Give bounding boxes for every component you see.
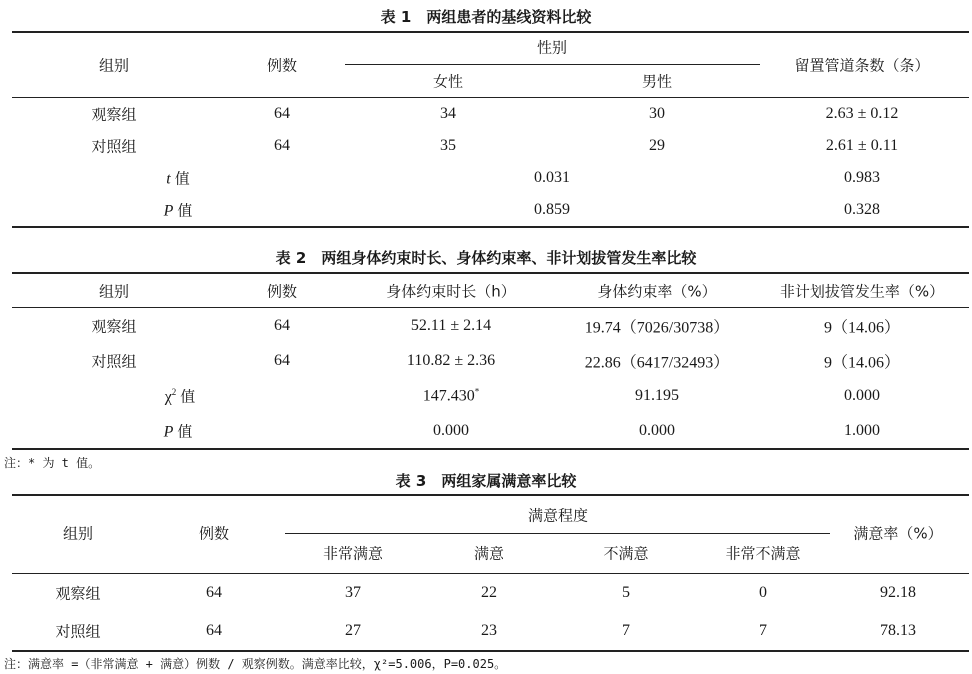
table1-sex-rule — [345, 64, 760, 65]
row-duration: 110.82 ± 2.36 — [406, 352, 496, 369]
table2-header-extubation: 非计划拔管发生率（%） — [779, 282, 945, 301]
row-female: 35 — [440, 137, 456, 154]
row-rate: 22.86（6417/32493） — [584, 354, 730, 372]
table1-header-group: 组别 — [98, 56, 130, 75]
t-row-label — [166, 168, 189, 189]
p-row-sex: 0.859 — [534, 201, 570, 218]
value-label: 值 — [180, 387, 196, 406]
chi-row-label — [165, 386, 196, 407]
table1-top-rule — [12, 31, 969, 33]
p-row-tubes: 0.328 — [844, 201, 880, 218]
table3-header-group: 组别 — [62, 524, 94, 543]
table3-top-rule — [12, 494, 969, 496]
row-group: 观察组 — [91, 317, 137, 336]
p-symbol: P — [163, 202, 174, 220]
table2-header-rate: 身体约束率（%） — [597, 282, 717, 301]
chi-symbol: χ — [164, 388, 172, 406]
table3-header-very: 非常满意 — [322, 544, 384, 563]
table1-header-n: 例数 — [266, 56, 298, 75]
table3-bottom-rule — [12, 650, 969, 652]
value-label: 值 — [174, 169, 190, 188]
asterisk-mark: * — [474, 386, 480, 397]
table2-header-n: 例数 — [266, 282, 298, 301]
chi-row-rate: 91.195 — [635, 387, 679, 404]
row-tubes: 2.61 ± 0.11 — [825, 137, 899, 154]
p-row-label — [164, 200, 193, 221]
t-row-sex: 0.031 — [534, 169, 570, 186]
table2-caption: 表 2 两组身体约束时长、身体约束率、非计划拔管发生率比较 — [275, 249, 697, 267]
table2-note: 注：* 为 t 值。 — [4, 456, 101, 470]
table3-header-satisfaction: 满意程度 — [527, 506, 589, 525]
table3-header-rate: 满意率（%） — [853, 524, 943, 543]
row-n: 64 — [274, 317, 290, 334]
chi-row-duration — [423, 386, 480, 405]
table1-caption: 表 1 两组患者的基线资料比较 — [380, 8, 592, 26]
table3-header-sat: 满意 — [473, 544, 505, 563]
row-sat: 22 — [481, 584, 497, 601]
table3-header-n: 例数 — [198, 524, 230, 543]
row-n: 64 — [274, 352, 290, 369]
table2-header-rule — [12, 307, 969, 308]
row-n: 64 — [206, 622, 222, 639]
chi-row-extubation: 0.000 — [844, 387, 880, 404]
row-very: 27 — [345, 622, 361, 639]
table2-top-rule — [12, 272, 969, 274]
row-n: 64 — [206, 584, 222, 601]
row-very-unsat: 7 — [759, 622, 767, 639]
chi-superscript: 2 — [171, 387, 177, 398]
p-row-extubation: 1.000 — [844, 422, 880, 439]
row-n: 64 — [274, 137, 290, 154]
row-rate: 92.18 — [880, 584, 916, 601]
row-group: 观察组 — [55, 584, 101, 603]
row-sat: 23 — [481, 622, 497, 639]
table1-header-sex: 性别 — [536, 38, 568, 57]
row-male: 30 — [649, 105, 665, 122]
p-row-duration: 0.000 — [433, 422, 469, 439]
p-row-rate: 0.000 — [639, 422, 675, 439]
row-rate: 78.13 — [880, 622, 916, 639]
table3-header-very-unsat: 非常不满意 — [725, 544, 801, 563]
table3-caption: 表 3 两组家属满意率比较 — [395, 472, 577, 490]
table1-bottom-rule — [12, 226, 969, 228]
table2-bottom-rule — [12, 448, 969, 450]
row-male: 29 — [649, 137, 665, 154]
chi-duration-value: 147.430 — [422, 387, 475, 405]
row-very-unsat: 0 — [759, 584, 767, 601]
table3-header-unsat: 不满意 — [603, 544, 649, 563]
value-label: 值 — [177, 201, 193, 220]
t-symbol: t — [166, 170, 171, 188]
row-unsat: 5 — [622, 584, 630, 601]
table2-header-duration: 身体约束时长（h） — [386, 282, 516, 301]
p-symbol: P — [163, 423, 174, 441]
row-unsat: 7 — [622, 622, 630, 639]
table1-header-tubes: 留置管道条数（条） — [794, 56, 930, 75]
row-extubation: 9（14.06） — [823, 354, 901, 372]
row-group: 对照组 — [91, 137, 137, 156]
row-rate: 19.74（7026/30738） — [584, 319, 730, 337]
row-tubes: 2.63 ± 0.12 — [825, 105, 899, 122]
row-duration: 52.11 ± 2.14 — [410, 317, 492, 334]
row-group: 对照组 — [55, 622, 101, 641]
p-row-label — [164, 421, 193, 442]
row-group: 观察组 — [91, 105, 137, 124]
row-n: 64 — [274, 105, 290, 122]
row-extubation: 9（14.06） — [823, 319, 901, 337]
value-label: 值 — [177, 422, 193, 441]
table1-header-rule — [12, 97, 969, 98]
table3-header-rule — [12, 573, 969, 574]
table1-header-male: 男性 — [641, 72, 673, 91]
table2-header-group: 组别 — [98, 282, 130, 301]
row-female: 34 — [440, 105, 456, 122]
table3-satisfaction-rule — [285, 533, 830, 534]
table3-note: 注：满意率 =（非常满意 + 满意）例数 / 观察例数。满意率比较，χ²=5.006，P=0.025。 — [4, 657, 507, 671]
row-very: 37 — [345, 584, 361, 601]
t-row-tubes: 0.983 — [844, 169, 880, 186]
table1-header-female: 女性 — [432, 72, 464, 91]
row-group: 对照组 — [91, 352, 137, 371]
